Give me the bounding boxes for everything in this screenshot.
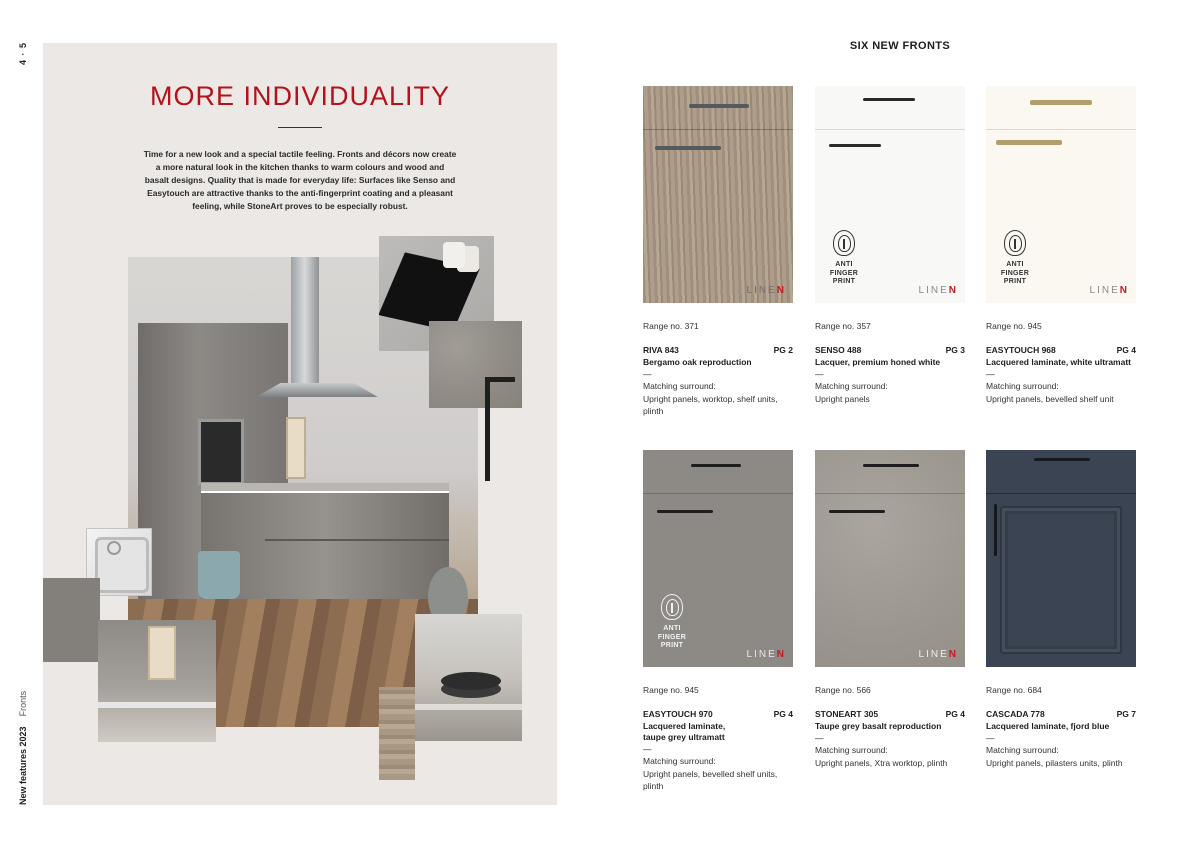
headline-rule: [278, 127, 322, 128]
divider-dash: —: [815, 733, 824, 743]
product-heading: [815, 345, 965, 355]
drawer-handle: [863, 464, 919, 467]
finish-line: Bergamo oak reproduction: [643, 357, 752, 367]
front-swatch-white: [815, 86, 965, 303]
product-card-cascada-778: [986, 450, 1136, 769]
product-heading: [643, 709, 793, 719]
divider-dash: —: [643, 369, 652, 379]
price-group: PG 7: [1116, 709, 1136, 719]
drawer-gap: [815, 129, 965, 130]
product-card-stoneart-305: [815, 450, 965, 769]
range-number: Range no. 566: [815, 685, 871, 695]
front-swatch-basalt: [815, 450, 965, 667]
product-heading: [986, 345, 1136, 355]
range-number: Range no. 684: [986, 685, 1042, 695]
finish-line: Lacquered laminate, white ultramatt: [986, 357, 1132, 367]
surround-label: Matching surround:: [643, 756, 716, 766]
drawer-handle: [863, 98, 915, 101]
product-name: SENSO 488: [815, 345, 862, 355]
anti-fingerprint-badge: ANTI FINGER PRINT: [649, 594, 695, 651]
product-card-senso-488: [815, 86, 965, 405]
surround-line: Upright panels, pilasters units, plinth: [986, 757, 1123, 768]
black-tap-photo: [445, 363, 525, 503]
fingerprint-icon: [833, 230, 855, 256]
product-heading: [815, 709, 965, 719]
range-number: Range no. 357: [815, 321, 871, 331]
shelf-detail-photo: [415, 614, 522, 741]
oak-sample-strip: [379, 687, 415, 780]
line-n-logo: LINEN: [918, 285, 958, 296]
product-card-easytouch-968: [986, 86, 1136, 405]
price-group: PG 4: [1116, 345, 1136, 355]
surround-label: Matching surround:: [986, 745, 1059, 755]
grey-colour-swatch: [43, 578, 100, 662]
door-handle: [657, 510, 713, 513]
range-number: Range no. 945: [643, 685, 699, 695]
drawer-handle: [1034, 458, 1090, 461]
door-handle: [996, 140, 1062, 145]
price-group: PG 4: [945, 709, 965, 719]
drawer-handle: [689, 104, 749, 108]
drawer-gap: [643, 129, 793, 130]
product-heading: [643, 345, 793, 355]
drawer-gap: [986, 493, 1136, 494]
drawer-handle: [691, 464, 741, 467]
side-caption-title: New features 2023: [18, 726, 28, 805]
anti-fingerprint-badge: ANTI FINGER PRINT: [821, 230, 867, 287]
front-swatch-fjord-blue: [986, 450, 1136, 667]
surround-line: Upright panels, bevelled shelf units,: [643, 768, 778, 779]
extractor-hood: [291, 257, 319, 383]
door-handle: [829, 510, 885, 513]
price-group: PG 3: [945, 345, 965, 355]
page-headline: MORE INDIVIDUALITY: [149, 81, 451, 111]
finish-line: Taupe grey basalt reproduction: [815, 721, 942, 731]
divider-dash: —: [986, 369, 995, 379]
range-number: Range no. 371: [643, 321, 699, 331]
product-name: EASYTOUCH 970: [643, 709, 713, 719]
front-swatch-white-ultramatt: [986, 86, 1136, 303]
finish-line: taupe grey ultramatt: [643, 732, 725, 742]
product-card-riva-843: [643, 86, 793, 418]
finish-line: Lacquer, premium honed white: [815, 357, 941, 367]
door-handle: [829, 144, 881, 147]
surround-line: plinth: [643, 781, 664, 791]
fingerprint-icon: [661, 594, 683, 620]
intro-text: Time for a new look and a special tactile feeling. Fronts and décors now create a more natural look in the kitchen thanks to warm colours and wood and basalt designs. Quality that is made for everyday life: Surfaces like Senso and Easytouch are attractive thanks to the anti-fingerprint coating and a pleasant feeling, while StoneArt proves to be especially robust.: [143, 149, 457, 211]
basket: [198, 551, 240, 599]
divider-dash: —: [643, 744, 652, 754]
front-swatch-taupe: [643, 450, 793, 667]
price-group: PG 2: [773, 345, 793, 355]
right-page-title: SIX NEW FRONTS: [849, 40, 951, 52]
surround-line: Upright panels, Xtra worktop, plinth: [815, 757, 948, 768]
door-handle: [994, 504, 997, 556]
fingerprint-icon: [1004, 230, 1026, 256]
divider-dash: —: [986, 733, 995, 743]
drawer-handle: [1030, 100, 1092, 105]
door-handle: [655, 146, 721, 150]
drawer-gap: [643, 493, 793, 494]
finish-line: Lacquered laminate,: [643, 721, 726, 731]
product-heading: [986, 709, 1136, 719]
surround-line: Upright panels, worktop, shelf units,: [643, 393, 778, 404]
open-shelf: [286, 417, 306, 479]
side-caption-section: Fronts: [18, 690, 28, 717]
price-group: PG 4: [773, 709, 793, 719]
product-name: STONEART 305: [815, 709, 879, 719]
drawer-gap: [815, 493, 965, 494]
left-panel: [43, 43, 557, 805]
surround-label: Matching surround:: [986, 381, 1059, 391]
front-swatch-oak: [643, 86, 793, 303]
finish-line: Lacquered laminate, fjord blue: [986, 721, 1110, 731]
product-name: CASCADA 778: [986, 709, 1045, 719]
divider-dash: —: [815, 369, 824, 379]
surround-label: Matching surround:: [643, 381, 716, 391]
line-n-logo: LINEN: [1089, 285, 1129, 296]
surround-line: plinth: [643, 406, 664, 416]
anti-fingerprint-badge: ANTI FINGER PRINT: [992, 230, 1038, 287]
product-name: RIVA 843: [643, 345, 679, 355]
page-number: 4 · 5: [18, 42, 28, 66]
line-n-logo: LINEN: [918, 649, 958, 660]
surround-line: Upright panels: [815, 393, 870, 404]
surround-label: Matching surround:: [815, 745, 888, 755]
product-name: EASYTOUCH 968: [986, 345, 1056, 355]
line-n-logo: LINEN: [746, 649, 786, 660]
surround-label: Matching surround:: [815, 381, 888, 391]
surround-line: Upright panels, bevelled shelf unit: [986, 393, 1114, 404]
drawer-gap: [986, 129, 1136, 130]
raised-panel: [1000, 506, 1122, 654]
corner-detail-photo: [98, 620, 216, 742]
line-n-logo: LINEN: [746, 285, 786, 296]
side-caption: [18, 680, 32, 805]
range-number: Range no. 945: [986, 321, 1042, 331]
product-card-easytouch-970: [643, 450, 793, 793]
